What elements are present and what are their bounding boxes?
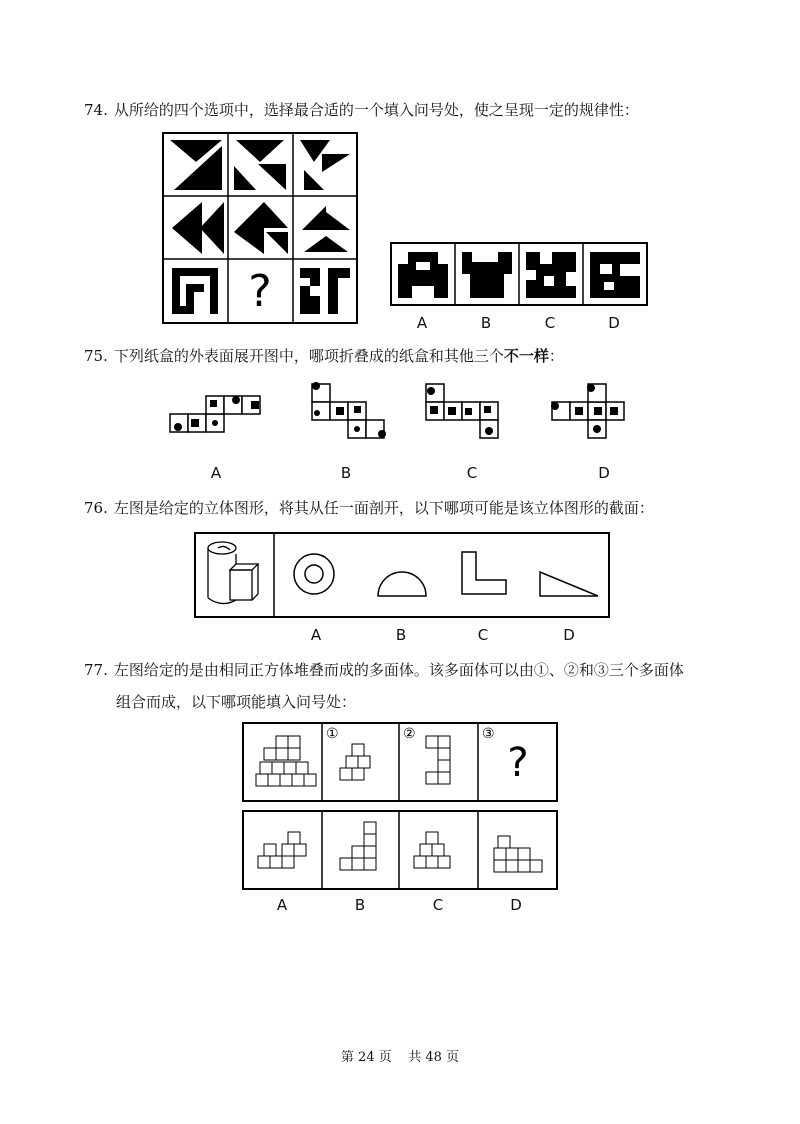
question-text: 下列纸盒的外表面展开图中，哪项折叠成的纸盒和其他三个 xyxy=(113,347,504,365)
q76-option-b-label[interactable]: B xyxy=(395,626,407,644)
q75-option-d-label[interactable]: D xyxy=(598,464,610,482)
question-75-prompt: 75. 下列纸盒的外表面展开图中，哪项折叠成的纸盒和其他三个不一样： xyxy=(84,347,564,365)
q75-option-b-label[interactable]: B xyxy=(340,464,352,482)
question-number: 74. xyxy=(84,101,108,119)
q77-option-d-label[interactable]: D xyxy=(510,896,522,914)
question-number: 75. xyxy=(84,347,108,365)
q75-option-c-label[interactable]: C xyxy=(466,464,478,482)
question-74-prompt xyxy=(84,100,639,120)
q74-option-c-label[interactable]: C xyxy=(544,314,556,332)
q75-box-nets xyxy=(0,376,800,446)
question-77-prompt xyxy=(84,660,684,680)
q75-option-a-label[interactable]: A xyxy=(210,464,222,482)
q77-top-row xyxy=(242,722,558,802)
question-77-prompt-line2: 组合而成，以下哪项能填入问号处： xyxy=(116,693,357,711)
page-footer: 第 24 页 共 48 页 xyxy=(340,1050,460,1065)
q77-options-row xyxy=(242,810,558,890)
q74-option-a-label[interactable]: A xyxy=(416,314,428,332)
q77-option-c-label[interactable]: C xyxy=(432,896,444,914)
question-number: 76. xyxy=(84,499,108,517)
question-number: 77. xyxy=(84,661,108,679)
part-label-1: ① xyxy=(326,726,339,742)
question-emphasis: 不一样 xyxy=(503,347,549,365)
part-label-3: ③ xyxy=(482,726,495,742)
q77-option-b-label[interactable]: B xyxy=(354,896,366,914)
q76-figure-strip xyxy=(194,532,610,618)
grid-question-mark: ? xyxy=(248,266,272,317)
q76-option-a-label[interactable]: A xyxy=(310,626,322,644)
question-text: 左图给定的是由相同正方体堆叠而成的多面体。该多面体可以由①、②和③三个多面体 xyxy=(113,661,684,679)
q76-option-c-label[interactable]: C xyxy=(477,626,489,644)
q74-option-b-label[interactable]: B xyxy=(480,314,492,332)
question-text: 从所给的四个选项中，选择最合适的一个填入问号处，使之呈现一定的规律性： xyxy=(113,101,639,119)
part-label-2: ② xyxy=(403,726,416,742)
q74-option-d-label[interactable]: D xyxy=(608,314,620,332)
q76-option-d-label[interactable]: D xyxy=(563,626,575,644)
q74-options-strip xyxy=(390,242,648,306)
question-text: 左图是给定的立体图形，将其从任一面剖开，以下哪项可能是该立体图形的截面： xyxy=(113,499,654,517)
q77-option-a-label[interactable]: A xyxy=(276,896,288,914)
question-76-prompt xyxy=(84,498,654,518)
part-3-question-mark: ? xyxy=(507,740,529,786)
q74-figure-grid xyxy=(162,132,358,324)
